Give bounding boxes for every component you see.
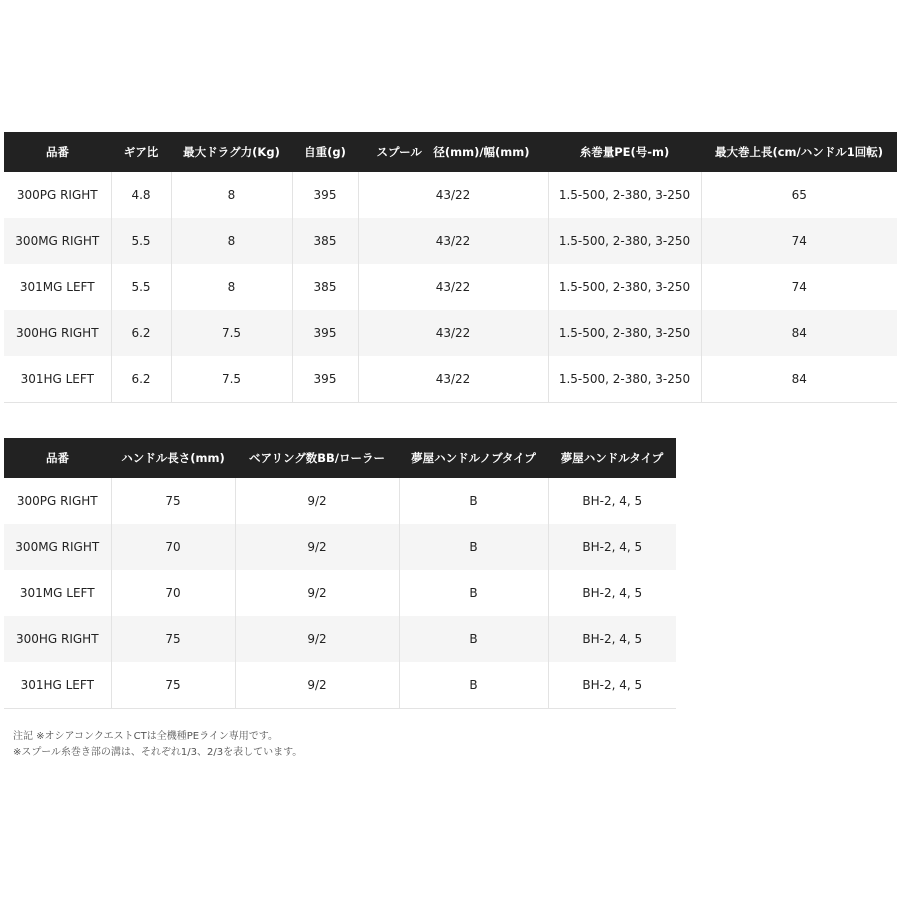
table-row <box>4 524 676 570</box>
table-row <box>4 662 676 709</box>
max-drag-cell: 8 <box>171 218 292 264</box>
line-capacity-cell: 1.5-500, 2-380, 3-250 <box>548 356 701 403</box>
knob-type-cell: B <box>399 570 548 616</box>
handle-table-header <box>4 438 676 478</box>
retrieve-cell: 84 <box>701 356 897 403</box>
bearing-cell: 9/2 <box>235 662 399 709</box>
gear-ratio-cell: 5.5 <box>111 218 171 264</box>
table-row <box>4 310 897 356</box>
table-row <box>4 264 897 310</box>
gear-ratio-cell: 5.5 <box>111 264 171 310</box>
handle-length-cell: 70 <box>111 524 235 570</box>
spec-header-cell: 最大巻上長(cm/ハンドル1回転) <box>701 132 897 172</box>
handle-header-row <box>4 438 676 478</box>
spool-cell: 43/22 <box>358 172 548 218</box>
table-row <box>4 218 897 264</box>
handle-type-cell: BH-2, 4, 5 <box>548 570 676 616</box>
handle-length-cell: 75 <box>111 616 235 662</box>
line-capacity-cell: 1.5-500, 2-380, 3-250 <box>548 310 701 356</box>
weight-cell: 395 <box>292 310 358 356</box>
gear-ratio-cell: 6.2 <box>111 356 171 403</box>
handle-type-cell: BH-2, 4, 5 <box>548 616 676 662</box>
model-cell: 300MG RIGHT <box>4 524 111 570</box>
spec-header-cell: スプール 径(mm)/幅(mm) <box>358 132 548 172</box>
spool-cell: 43/22 <box>358 356 548 403</box>
weight-cell: 395 <box>292 356 358 403</box>
line-capacity-cell: 1.5-500, 2-380, 3-250 <box>548 264 701 310</box>
max-drag-cell: 8 <box>171 264 292 310</box>
handle-length-cell: 75 <box>111 478 235 524</box>
weight-cell: 385 <box>292 218 358 264</box>
bearing-cell: 9/2 <box>235 478 399 524</box>
model-cell: 300PG RIGHT <box>4 172 111 218</box>
spool-cell: 43/22 <box>358 310 548 356</box>
max-drag-cell: 7.5 <box>171 356 292 403</box>
handle-type-cell: BH-2, 4, 5 <box>548 478 676 524</box>
spec-header-cell: 品番 <box>4 132 111 172</box>
spool-cell: 43/22 <box>358 264 548 310</box>
gear-ratio-cell: 4.8 <box>111 172 171 218</box>
table-row <box>4 570 676 616</box>
spool-cell: 43/22 <box>358 218 548 264</box>
footnote: 注記 ※オシアコンクエストCTは全機種PEライン専用です。 <box>13 731 278 742</box>
weight-cell: 395 <box>292 172 358 218</box>
spec-header-cell: 最大ドラグ力(Kg) <box>171 132 292 172</box>
max-drag-cell: 8 <box>171 172 292 218</box>
spec-header-cell: 糸巻量PE(号-m) <box>548 132 701 172</box>
retrieve-cell: 65 <box>701 172 897 218</box>
retrieve-cell: 74 <box>701 218 897 264</box>
model-cell: 300HG RIGHT <box>4 616 111 662</box>
spec-table-body <box>4 172 897 403</box>
table-row <box>4 172 897 218</box>
handle-type-cell: BH-2, 4, 5 <box>548 524 676 570</box>
handle-type-cell: BH-2, 4, 5 <box>548 662 676 709</box>
handle-table <box>4 438 676 709</box>
handle-header-cell: ハンドル長さ(mm) <box>111 438 235 478</box>
spec-table-header <box>4 132 897 172</box>
knob-type-cell: B <box>399 478 548 524</box>
gear-ratio-cell: 6.2 <box>111 310 171 356</box>
handle-table-body <box>4 478 676 709</box>
weight-cell: 385 <box>292 264 358 310</box>
model-cell: 300PG RIGHT <box>4 478 111 524</box>
model-cell: 301HG LEFT <box>4 662 111 709</box>
model-cell: 301HG LEFT <box>4 356 111 403</box>
spec-table <box>4 132 897 403</box>
model-cell: 300MG RIGHT <box>4 218 111 264</box>
model-cell: 301MG LEFT <box>4 264 111 310</box>
bearing-cell: 9/2 <box>235 616 399 662</box>
handle-length-cell: 70 <box>111 570 235 616</box>
knob-type-cell: B <box>399 662 548 709</box>
knob-type-cell: B <box>399 524 548 570</box>
knob-type-cell: B <box>399 616 548 662</box>
max-drag-cell: 7.5 <box>171 310 292 356</box>
footnote: ※スプール糸巻き部の溝は、それぞれ1/3、2/3を表しています。 <box>13 747 303 758</box>
table-row <box>4 478 676 524</box>
handle-header-cell: 夢屋ハンドルタイプ <box>548 438 676 478</box>
handle-header-cell: 品番 <box>4 438 111 478</box>
handle-length-cell: 75 <box>111 662 235 709</box>
line-capacity-cell: 1.5-500, 2-380, 3-250 <box>548 172 701 218</box>
spec-header-cell: ギア比 <box>111 132 171 172</box>
model-cell: 301MG LEFT <box>4 570 111 616</box>
table-row <box>4 356 897 403</box>
bearing-cell: 9/2 <box>235 524 399 570</box>
handle-header-cell: 夢屋ハンドルノブタイプ <box>399 438 548 478</box>
bearing-cell: 9/2 <box>235 570 399 616</box>
retrieve-cell: 74 <box>701 264 897 310</box>
model-cell: 300HG RIGHT <box>4 310 111 356</box>
retrieve-cell: 84 <box>701 310 897 356</box>
handle-header-cell: ベアリング数BB/ローラー <box>235 438 399 478</box>
spec-header-cell: 自重(g) <box>292 132 358 172</box>
table-row <box>4 616 676 662</box>
line-capacity-cell: 1.5-500, 2-380, 3-250 <box>548 218 701 264</box>
spec-header-row <box>4 132 897 172</box>
footnotes <box>13 729 302 761</box>
